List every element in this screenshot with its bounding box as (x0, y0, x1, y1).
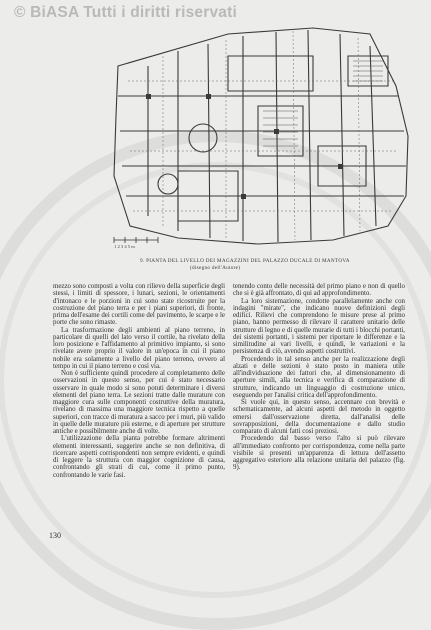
left-paragraph-3: Non è sufficiente quindi procedere al completamento delle osservazioni in questo senso, per cui è stato necessario osservare in quale modo si sono potuti determinare i diversi elementi del piano terra. Le sezioni tratte dalle murature con maggiore cura sulle componenti costruttive della muratura, rivelano di massima una maggiore tecnica rispetto a quelle superiori, con tracce di muratura a sacco per i muri, più valido in quelle delle murature più esterne, e di aperture per strutture antiche e possibilmente anche di volte. (53, 370, 225, 435)
caption-line-2: (disegno dell'Autore) (190, 265, 241, 271)
right-paragraph-2: La loro sistemazione, condotte parallelamente anche con indagini "mirate", che indicano nuove definizioni degli edifici. Rilievi che comprendono le misure prese al primo piano, hanno permesso di rilevare il carattere unitario delle strutture di legno e di quelle murarie di tutti i blocchi portanti, dei sistemi portanti, i sistemi per riportare le differenze e la similitudine ai vari livelli, e quindi, le variazioni e la persistenza di ciò, avendo aspetti costruttivi. (233, 297, 405, 356)
watermark-text: © BiASA Tutti i diritti riservati (14, 4, 237, 21)
right-text-column (233, 283, 405, 472)
left-paragraph-1: mezzo sono composti a volta con rilievo della superficie degli stessi, i limiti di spessore, i lunari, sezioni, le orientamenti d'intonaco e le porzioni in cui sono state ricostruite per la costruzione del piano terra e per i piani superiori, di fronte, prima dell'esame dei cortili come del pavimento, le scarpe e le porte che sono rimaste. (53, 283, 225, 327)
left-paragraph-4: L'utilizzazione della pianta potrebbe formare altrimenti elementi interessanti, suggerire anche se non definitiva, di ricercare aspetti corrispondenti non sempre evidenti, e quindi di leggere la struttura con maggior cognizione di causa, confrontando gli strati di cui, come il primo punto, confrontando le varie fasi. (53, 435, 225, 479)
floor-plan-figure (108, 26, 414, 256)
left-paragraph-2: La trasformazione degli ambienti al piano terreno, in particolare di quelli del lato verso il cortile, ha rivelato della loro posizione e l'affidamento al primitivo impianto, si sono rivelate avere proprio il valore in un'epoca in cui il piano nobile era solamente a livello del piano terreno, ovvero al tempo in cui il piano terreno e così via. (53, 326, 225, 370)
right-paragraph-4: Si vuole qui, in questo senso, accennare con brevità e schematicamente, ad alcuni aspetti del metodo in oggetto emersi dall'osservazione diretta, dall'analisi delle sovrapposizioni, della documentazione e dallo studio comparato di alcuni fatti così preziosi. (233, 399, 405, 435)
scale-label: 1 2 3 4 5 m (114, 244, 135, 249)
caption-line-1: 9. PIANTA DEL LIVELLO DEI MAGAZZINI DEL PALAZZO DUCALE DI MANTOVA (140, 258, 350, 264)
left-text-column (53, 283, 225, 479)
figure-caption (140, 258, 410, 272)
right-paragraph-5: Procedendo dal basso verso l'alto si può rilevare all'immediato confronto per corrispondenza, come nella parte visibile si presenti un'apparenza di lettura dell'assetto aggregativo esteriore alla relazione unitaria del palazzo (fig. 9). (233, 435, 405, 472)
page-number: 130 (49, 531, 61, 540)
right-paragraph-3: Procedendo in tal senso anche per la realizzazione degli alzati e delle sezioni è stato posto in maniera utile all'individuazione dei fattori che, al dimensionamento di aperture simili, alla tecnica e verifica di comparazione di strutture, indicando un linguaggio di costruzione unico, eseguendo per l'analisi critica dell'approfondimento. (233, 355, 405, 399)
right-paragraph-1: tenendo conto delle necessità del primo piano e non di quello che si è già affrontato, di qui ad approfondimento. (233, 283, 405, 298)
floor-plan-drawing (108, 26, 414, 256)
